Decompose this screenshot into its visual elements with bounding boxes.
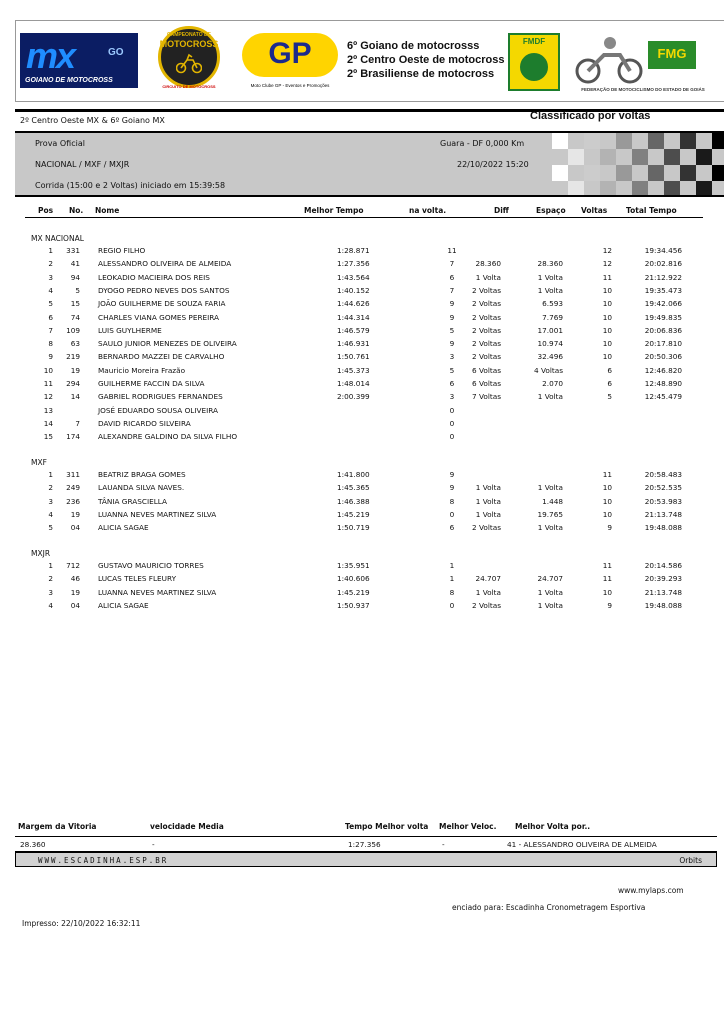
rider-icon [574,33,644,85]
cell-na-volta: 7 [449,259,455,269]
cell-pos: 13 [43,405,53,415]
col-diff: Diff [494,206,509,215]
cell-total-tempo: 20:39.293 [644,574,682,584]
cell-no: 5 [75,285,80,295]
table-row [0,273,724,286]
mx-logo-mark: mx [26,35,75,76]
cell-espaco: 1 Volta [537,272,563,282]
table-row [0,419,724,432]
cell-espaco: 28.360 [537,259,563,269]
fmg-logo [568,33,718,97]
cell-melhor-tempo: 1:46.931 [337,339,370,349]
cell-melhor-tempo: 1:44.626 [337,299,370,309]
cell-nome: LAUANDA SILVA NAVES. [98,483,185,493]
fmdf-logo-text: FMDF [522,37,546,46]
cell-na-volta: 6 [449,272,455,282]
cell-pos: 15 [43,432,53,442]
cell-diff: 2 Voltas [471,600,501,610]
cell-voltas: 10 [602,509,612,519]
col-melhor-tempo: Melhor Tempo [304,206,364,215]
printed-timestamp: Impresso: 22/10/2022 16:32:11 [22,919,141,928]
cell-pos: 9 [48,352,53,362]
summary-headers [15,822,724,834]
table-row [0,601,724,614]
cell-no: 109 [66,325,80,335]
cell-diff: 1 Volta [475,496,501,506]
cell-voltas: 10 [602,496,612,506]
cell-total-tempo: 20:14.586 [644,561,682,570]
cell-pos: 1 [48,246,53,255]
cell-pos: 2 [48,259,53,269]
camp-logo-line3: CIRCUITO DE MOTOCROSS [162,84,216,89]
report-title: Classificado por voltas [530,110,651,122]
cell-nome: GUILHERME FACCIN DA SILVA [98,379,205,388]
race-date: 22/10/2022 15:20 [457,160,529,169]
summary-velocidade-header: velocidade Media [150,822,224,831]
cell-diff: 2 Voltas [471,299,501,309]
cell-pos: 1 [48,561,53,570]
summary-melhor-veloc-value: - [442,840,445,849]
table-row [0,483,724,496]
gp-logo-mark: GP [268,37,312,70]
cell-melhor-tempo: 1:46.579 [337,325,370,335]
cell-melhor-tempo: 1:45.373 [337,365,370,375]
cell-no: 41 [70,259,80,269]
cell-espaco: 1 Volta [537,483,563,493]
cell-voltas: 11 [602,561,612,570]
cell-total-tempo: 21:13.748 [644,509,682,519]
cell-pos: 8 [48,339,53,349]
cell-diff: 1 Volta [475,587,501,597]
cell-total-tempo: 20:52.535 [644,483,682,493]
title-line-3: 2º Brasiliense de motocross [347,68,495,80]
cell-diff: 1 Volta [475,509,501,519]
cell-diff: 1 Volta [475,483,501,493]
cell-no: 15 [70,299,80,309]
col-voltas: Voltas [581,206,608,215]
cell-no: 7 [75,418,80,428]
race-info-box [15,131,724,197]
table-row [0,259,724,272]
table-row [0,392,724,405]
campeonato-motocross-logo [150,26,228,96]
cell-melhor-tempo: 1:41.800 [337,470,370,479]
cell-na-volta: 9 [449,470,455,479]
cell-espaco: 1 Volta [537,600,563,610]
summary-values [15,836,717,850]
cell-nome: JOÃO GUILHERME DE SOUZA FARIA [98,299,226,309]
summary-margem-header: Margem da Vitoria [18,822,97,831]
cell-total-tempo: 20:58.483 [644,470,682,479]
cell-diff: 2 Voltas [471,523,501,533]
cell-espaco: 7.769 [542,312,563,322]
cell-na-volta: 0 [449,418,455,428]
cell-nome: ALEXANDRE GALDINO DA SILVA FILHO [98,432,238,442]
col-nome: Nome [95,206,120,215]
cell-diff: 7 Voltas [471,392,501,402]
cell-na-volta: 0 [449,509,455,519]
cell-espaco: 24.707 [537,574,563,584]
table-row [0,588,724,601]
cell-espaco: 2.070 [542,379,563,388]
table-row [0,523,724,536]
cell-no: 63 [70,339,80,349]
cell-nome: BERNARDO MAZZEI DE CARVALHO [98,352,225,362]
cell-na-volta: 1 [449,574,455,584]
table-row [0,574,724,587]
fmdf-logo-emblem [518,51,550,83]
cell-pos: 1 [48,470,53,479]
race-description: Corrida (15:00 e 2 Voltas) iniciado em 15:39:58 [35,181,226,190]
table-row [0,326,724,339]
logo-bar [15,20,724,102]
cell-no: 249 [66,483,80,493]
cell-nome: GUSTAVO MAURICIO TORRES [98,561,204,570]
table-row [0,406,724,419]
cell-melhor-tempo: 1:50.761 [337,352,370,362]
cell-total-tempo: 19:48.088 [644,523,682,533]
cell-total-tempo: 12:46.820 [644,365,682,375]
cell-espaco: 10.974 [537,339,563,349]
col-pos: Pos [38,206,54,215]
fmg-logo-mark: FMG [657,46,687,61]
prova-label: Prova Oficial [35,139,85,148]
cell-na-volta: 9 [449,483,455,493]
cell-nome: LUCAS TELES FLEURY [98,574,177,584]
cell-voltas: 10 [602,339,612,349]
cell-espaco: 32.496 [537,352,563,362]
table-row [0,299,724,312]
cell-na-volta: 8 [449,587,455,597]
cell-voltas: 10 [602,299,612,309]
gp-logo-caption: Moto Clube GP - Eventos e Promoções [250,83,330,88]
cell-pos: 7 [48,325,53,335]
table-row [0,246,724,259]
checkered-flag-graphic [552,133,724,195]
cell-pos: 11 [43,379,53,388]
cell-na-volta: 3 [449,392,455,402]
cell-espaco: 1 Volta [537,523,563,533]
cell-voltas: 12 [602,259,612,269]
cell-nome: DAVID RICARDO SILVEIRA [98,418,191,428]
moto-clube-gp-logo [242,33,338,95]
cell-voltas: 12 [602,246,612,255]
title-line-1: 6º Goiano de motocrosss [347,40,480,52]
cell-nome: LUANNA NEVES MARTINEZ SILVA [98,509,217,519]
cell-voltas: 10 [602,325,612,335]
cell-no: 94 [70,272,80,282]
cell-no: 14 [70,392,80,402]
cell-voltas: 9 [607,523,612,533]
table-row [0,286,724,299]
cell-total-tempo: 19:48.088 [644,600,682,610]
fmg-logo-caption: FEDERAÇÃO DE MOTOCICLISMO DO ESTADO DE GOIÁS [581,87,705,92]
cell-melhor-tempo: 1:45.219 [337,587,370,597]
cell-nome: REGIO FILHO [98,246,146,255]
cell-no: 19 [70,509,80,519]
cell-diff: 2 Voltas [471,352,501,362]
cell-espaco: 1 Volta [537,392,563,402]
cell-nome: BEATRIZ BRAGA GOMES [98,470,186,479]
location-label: Guara - DF 0,000 Km [440,139,525,148]
summary-melhor-veloc-header: Melhor Veloc. [439,822,497,831]
cell-pos: 4 [48,600,53,610]
cell-melhor-tempo: 1:50.937 [337,600,370,610]
cell-total-tempo: 20:17.810 [644,339,682,349]
championship-titles [347,39,504,81]
cell-nome: ALICIA SAGAE [98,600,149,610]
cell-pos: 14 [43,418,53,428]
cell-pos: 3 [48,496,53,506]
table-row [0,561,724,574]
cell-diff: 6 Voltas [471,365,501,375]
cell-total-tempo: 19:35.473 [644,285,682,295]
cell-total-tempo: 21:13.748 [644,587,682,597]
cell-no: 04 [70,523,80,533]
header-rule [25,217,703,218]
motorbike-icon [176,52,202,74]
cell-no: 04 [70,600,80,610]
cell-melhor-tempo: 1:48.014 [337,379,370,388]
cell-melhor-tempo: 1:45.219 [337,509,370,519]
license-text: enciado para: Escadinha Cronometragem Esportiva [452,903,646,912]
section-title: MXF [31,458,47,467]
cell-espaco: 17.001 [537,325,563,335]
title-line-2: 2º Centro Oeste de motocross [347,54,505,66]
col-espaco: Espaço [536,206,566,215]
table-row [0,339,724,352]
cell-voltas: 11 [602,272,612,282]
cell-na-volta: 8 [449,496,455,506]
section-title: MX NACIONAL [31,234,84,243]
cell-na-volta: 9 [449,312,455,322]
table-row [0,352,724,365]
cell-melhor-tempo: 1:43.564 [337,272,370,282]
cell-pos: 10 [43,365,53,375]
cell-pos: 4 [48,509,53,519]
cell-melhor-tempo: 2:00.399 [337,392,370,402]
cell-total-tempo: 21:12.922 [644,272,682,282]
orbits-label: Orbits [679,856,702,865]
cell-no: 219 [66,352,80,362]
cell-nome: ALICIA SAGAE [98,523,149,533]
cell-nome: LUIS GUYLHERME [98,325,162,335]
cell-total-tempo: 19:42.066 [644,299,682,309]
cell-na-volta: 3 [449,352,455,362]
section-title: MXJR [31,549,51,558]
cell-no: 331 [66,246,80,255]
cell-voltas: 10 [602,312,612,322]
cell-voltas: 10 [602,587,612,597]
cell-pos: 5 [48,299,53,309]
website-link[interactable]: WWW.ESCADINHA.ESP.BR [38,856,169,865]
cell-pos: 3 [48,587,53,597]
table-row [0,366,724,379]
categories-label: NACIONAL / MXF / MXJR [35,160,130,169]
fmdf-logo [508,33,560,91]
cell-espaco: 19.765 [537,509,563,519]
cell-pos: 2 [48,483,53,493]
cell-no: 311 [66,470,80,479]
table-row [0,510,724,523]
cell-diff: 2 Voltas [471,312,501,322]
cell-nome: GABRIEL RODRIGUES FERNANDES [98,392,223,402]
cell-nome: SAULO JUNIOR MENEZES DE OLIVEIRA [98,339,237,349]
cell-nome: LUANNA NEVES MARTINEZ SILVA [98,587,217,597]
cell-nome: CHARLES VIANA GOMES PEREIRA [98,312,220,322]
col-no: No. [69,206,84,215]
cell-na-volta: 11 [447,246,457,255]
cell-espaco: 1 Volta [537,285,563,295]
cell-nome: LEOKADIO MACIEIRA DOS REIS [98,272,210,282]
cell-nome: JOSÉ EDUARDO SOUSA OLIVEIRA [98,405,219,415]
cell-na-volta: 1 [449,561,455,570]
cell-no: 74 [70,312,80,322]
table-row [0,497,724,510]
cell-no: 236 [66,496,80,506]
cell-melhor-tempo: 1:40.606 [337,574,370,584]
table-row [0,313,724,326]
table-row [0,470,724,483]
cell-melhor-tempo: 1:44.314 [337,312,370,322]
website-bar [15,851,717,867]
cell-nome: DYOGO PEDRO NEVES DOS SANTOS [98,285,230,295]
cell-melhor-tempo: 1:35.951 [337,561,370,570]
cell-na-volta: 7 [449,285,455,295]
cell-melhor-tempo: 1:28.871 [337,246,370,255]
cell-total-tempo: 19:34.456 [644,246,682,255]
summary-margem-value: 28.360 [20,840,46,849]
camp-logo-line2: MOTOCROSS [159,39,219,49]
summary-melhor-volta-por-header: Melhor Volta por.. [515,822,591,831]
cell-voltas: 6 [607,365,612,375]
cell-melhor-tempo: 1:27.356 [337,259,370,269]
cell-total-tempo: 19:49.835 [644,312,682,322]
cell-pos: 6 [48,312,53,322]
cell-total-tempo: 20:50.306 [644,352,682,362]
goiano-motocross-logo [20,33,138,88]
cell-melhor-tempo: 1:50.719 [337,523,370,533]
cell-voltas: 5 [607,392,612,402]
cell-nome: ALESSANDRO OLIVEIRA DE ALMEIDA [98,259,232,269]
cell-espaco: 4 Voltas [533,365,563,375]
cell-na-volta: 0 [449,432,455,442]
cell-no: 19 [70,587,80,597]
table-row [0,432,724,445]
cell-total-tempo: 20:06.836 [644,325,682,335]
cell-no: 46 [70,574,80,584]
cell-voltas: 11 [602,574,612,584]
summary-velocidade-value: - [152,840,155,849]
cell-voltas: 9 [607,600,612,610]
camp-logo-line1: CAMPEONATO DE [167,32,211,38]
mx-logo-go: GO [108,47,124,58]
cell-pos: 4 [48,285,53,295]
cell-na-volta: 9 [449,299,455,309]
cell-total-tempo: 12:45.479 [644,392,682,402]
cell-no: 294 [66,379,80,388]
cell-diff: 6 Voltas [471,379,501,388]
cell-voltas: 10 [602,483,612,493]
cell-diff: 2 Voltas [471,325,501,335]
summary-tempo-melhor-value: 1:27.356 [348,840,381,849]
cell-espaco: 6.593 [542,299,563,309]
cell-na-volta: 0 [449,600,455,610]
cell-total-tempo: 20:53.983 [644,496,682,506]
cell-pos: 5 [48,523,53,533]
cell-na-volta: 5 [449,365,455,375]
cell-na-volta: 6 [449,523,455,533]
summary-tempo-melhor-header: Tempo Melhor volta [345,822,429,831]
cell-voltas: 10 [602,352,612,362]
cell-na-volta: 6 [449,379,455,388]
cell-pos: 3 [48,272,53,282]
mx-logo-caption: GOIANO DE MOTOCROSS [25,77,113,84]
cell-voltas: 6 [607,379,612,388]
cell-nome: TÂNIA GRASCIELLA [98,496,168,506]
table-row [0,379,724,392]
col-na-volta: na volta. [409,206,447,215]
cell-melhor-tempo: 1:45.365 [337,483,370,493]
cell-no: 174 [66,432,80,442]
cell-na-volta: 9 [449,339,455,349]
cell-no: 712 [66,561,80,570]
cell-total-tempo: 20:02.816 [644,259,682,269]
cell-melhor-tempo: 1:40.152 [337,285,370,295]
cell-espaco: 1 Volta [537,587,563,597]
cell-pos: 2 [48,574,53,584]
cell-espaco: 1.448 [542,496,563,506]
cell-pos: 12 [43,392,53,402]
cell-diff: 24.707 [475,574,501,584]
column-headers [15,202,724,218]
mylaps-link[interactable]: www.mylaps.com [618,886,684,895]
cell-voltas: 11 [602,470,612,479]
cell-diff: 28.360 [475,259,501,269]
cell-no: 19 [70,365,80,375]
cell-nome: Mauricio Moreira Frazão [98,365,186,375]
cell-voltas: 10 [602,285,612,295]
cell-na-volta: 0 [449,405,455,415]
cell-na-volta: 5 [449,325,455,335]
cell-diff: 1 Volta [475,272,501,282]
cell-melhor-tempo: 1:46.388 [337,496,370,506]
event-name: 2º Centro Oeste MX & 6º Goiano MX [20,116,165,125]
col-total-tempo: Total Tempo [626,206,677,215]
summary-melhor-volta-por-value: 41 - ALESSANDRO OLIVEIRA DE ALMEIDA [507,840,657,849]
cell-total-tempo: 12:48.890 [644,379,682,388]
cell-diff: 2 Voltas [471,339,501,349]
cell-diff: 2 Voltas [471,285,501,295]
